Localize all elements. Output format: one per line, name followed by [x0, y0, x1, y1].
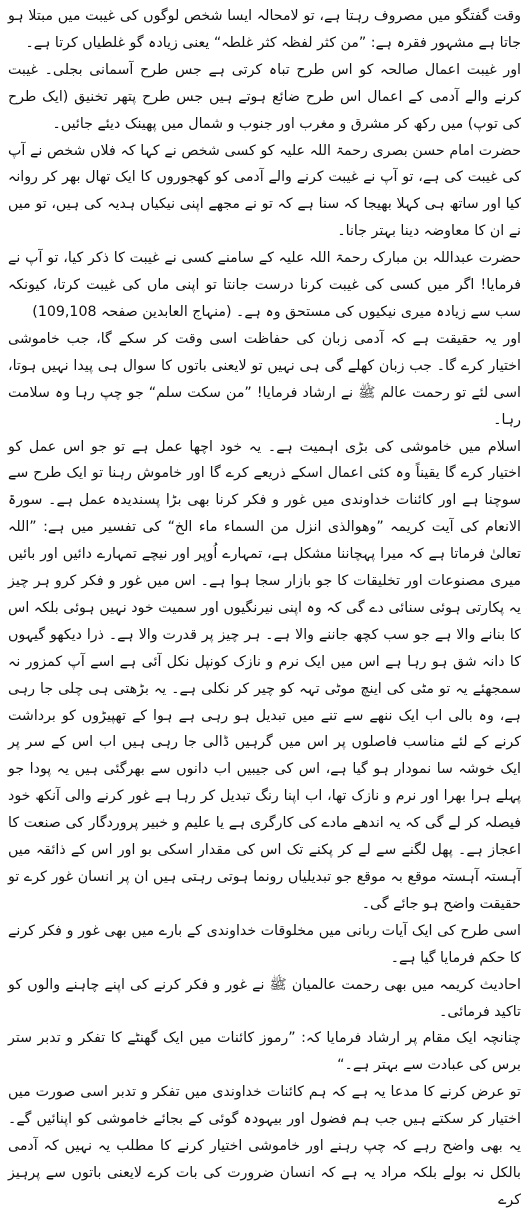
paragraph-3: حضرت امام حسن بصری رحمۃ اللہ علیہ کو کسی شخص نے کہا کہ فلاں شخص نے آپ کی غیبت کی ہے، تو آپ نے غیبت کرنے والے آدمی کو کھجوروں کا ایک تھال بھر کر روانہ کیا اور ساتھ ہی کہلا بھیجا کہ سنا ہے کہ تو نے مجھے اپنی نیکیاں ہدیہ کی ہیں، تو میں نے ان کا معاوضہ دینا بہتر جانا۔	[8, 142, 521, 240]
paragraph-4: حضرت عبداللہ بن مبارک رحمۃ اللہ علیہ کے سامنے کسی نے غیبت کا ذکر کیا، تو آپ نے فرمایا! اگر میں کسی کی غیبت کرنا درست جانتا تو اپنی ماں کی غیبت کرتا، کیونکہ سب سے زیادہ میری نیکیوں کی مستحق وہ ہے۔ (منہاج العابدین صفحہ 109,108)	[8, 250, 521, 320]
paragraph-2: اور غیبت اعمال صالحہ کو اس طرح تباہ کرتی ہے جس طرح آسمانی بجلی۔ غیبت کرنے والے آدمی کے اعمال اس طرح ضائع ہوتے ہیں جس طرح پتھر تخنیق (ایک طرح کی توپ) میں رکھ کر مشرق و مغرب اور جنوب و شمال میں پھینک دیئے جائیں۔	[8, 61, 521, 132]
paragraph-8: احادیث کریمہ میں بھی رحمت عالمیان ﷺ نے غور و فکر کرنے کی اپنے چاہنے والوں کو تاکید فرمائی۔	[8, 976, 521, 1020]
paragraph-7: اسی طرح کی ایک آیات ربانی میں مخلوقات خداوندی کے بارے میں بھی غور و فکر کرنے کا حکم فرمایا گیا ہے۔	[8, 922, 521, 966]
paragraph-1: وقت گفتگو میں مصروف رہتا ہے، تو لامحالہ ایسا شخص لوگوں کی غیبت میں مبتلا ہو جاتا ہے مشہور فقرہ ہے: ”من کثر لفظہ کثر غلطہ“ یعنی زیادہ گو غلطیاں کرتا ہے۔	[8, 8, 521, 51]
paragraph-5: اور یہ حقیقت ہے کہ آدمی زبان کی حفاظت اسی وقت کر سکے گا، جب خاموشی اختیار کرے گا۔ جب زبان کھلے گی ہی نہیں تو لایعنی باتوں کا سوال ہی پیدا نہیں ہوتا، اسی لئے تو رحمت عالم ﷺ نے ارشاد فرمایا! ”من سکت سلم“ جو چپ رہا وہ سلامت رہا۔	[8, 330, 521, 428]
paragraph-6: اسلام میں خاموشی کی بڑی اہمیت ہے۔ یہ خود اچھا عمل ہے تو جو اس عمل کو اختیار کرے گا یقیناً وہ کئی اعمال اسکے ذریعے کرے گا اور خاموش رہنا تو ایک طرح سے سوچنا ہے اور کائنات خداوندی میں غور و فکر کرنا بھی بڑا پسندیدہ عمل ہے۔ سورۃ الانعام کی آیت کریمہ ”وھوالذی انزل من السماء ماء الخ“ کی تفسیر میں ہے: ”اللہ تعالیٰ فرماتا ہے کہ میرا پہچاننا مشکل ہے، تمہارے اُوپر اور نیچے تمہارے دائیں اور بائیں میری مصنوعات اور تخلیقات کا جو بازار سجا ہوا ہے۔ اس میں غور و فکر کرو ہر چیز یہ پکارتی ہوئی سنائی دے گی کہ وہ اپنی نیرنگیوں اور سمیت خود نہیں ہوئی بلکہ اس کا بنانے والا ہے جو سب کچھ جاننے والا ہے۔ ہر چیز پر قدرت والا ہے۔ ذرا دیکھو گیہوں کا دانہ شق ہو رہا ہے اس میں ایک نرم و نازک کونپل نکل آئی ہے اسے آپ کمزور نہ سمجھئے یہ تو مٹی کی اینچ موٹی تہہ کو چیر کر نکلی ہے۔ یہ بڑھتی ہی چلی جا رہی ہے، وہ بالی اب ایک ننھے سے تنے میں تبدیل ہو رہی ہے ہوا کے تھپیڑوں کو برداشت کرنے کے لئے مناسب فاصلوں پر اس میں گرہیں ڈالی جا رہی ہیں اب اس کے سر پر ایک خوشہ سا نمودار ہو گیا ہے، اس کی جیبیں اب دانوں سے بھرگئی ہیں یہ پودا جو پہلے ہرا بھرا اور نرم و نازک تھا، اب اپنا رنگ تبدیل کر رہا ہے غور کرنے والی آنکھ خود فیصلہ کر لے گی کہ یہ اندھے مادے کی کارگری ہے یا علیم و خبیر پروردگار کی صنعت کا اعجاز ہے۔ پھل لگنے سے لے کر پکنے تک اس کی مقدار اسکی بو اور اس کے ذائقہ میں آہستہ آہستہ موقع بہ موقع جو تبدیلیاں رونما ہوتی رہتی ہیں ان پر انسان غور کرے تو حقیقت واضح ہو جائے گی۔	[8, 438, 521, 912]
paragraph-9: چنانچہ ایک مقام پر ارشاد فرمایا کہ: ”رموز کائنات میں ایک گھنٹے کا تفکر و تدبر ستر برس کی عبادت سے بہتر ہے۔“	[8, 1030, 521, 1074]
paragraph-10: تو عرض کرنے کا مدعا یہ ہے کہ ہم کائنات خداوندی میں تفکر و تدبر اسی صورت میں اختیار کر سکتے ہیں جب ہم فضول اور بیہودہ گوئی کے بجائے خاموشی کو اپنائیں گے۔ یہ بھی واضح رہے کہ چپ رہنے اور خاموشی اختیار کرنے کا مطلب یہ نہیں کہ آدمی بالکل نہ بولے بلکہ مراد یہ ہے کہ انسان ضرورت کی بات کرے لایعنی باتوں سے پرہیز کرے	[8, 1084, 521, 1208]
